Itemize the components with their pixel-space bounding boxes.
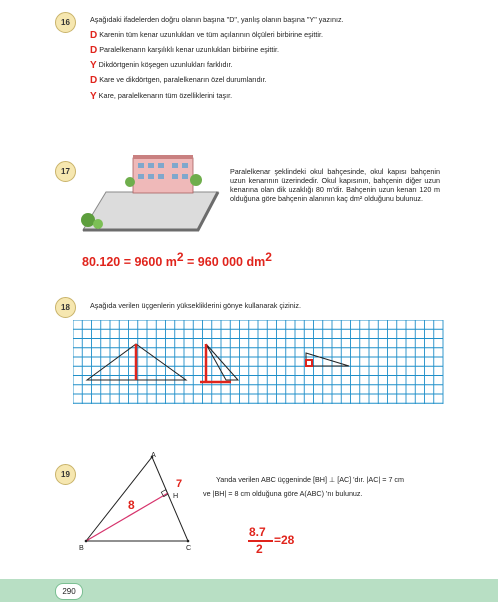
- q16-item: [90, 30, 323, 39]
- item-text: Kare, paralelkenarın tüm özelliklerini taşır.: [98, 91, 233, 100]
- q19-answer-result: =28: [274, 533, 295, 547]
- answer-mark: Y: [90, 91, 97, 102]
- item-text: Kare ve dikdörtgen, paralelkenarın özel durumlarıdır.: [99, 75, 267, 84]
- q16-instruction: Aşağıdaki ifadelerden doğru olanın başına "D", yanlış olanın başına "Y" yazınız.: [90, 15, 344, 24]
- answer-mark: D: [90, 30, 98, 41]
- answer-exponent: 2: [265, 250, 272, 264]
- red-label-7: 7: [176, 478, 183, 490]
- q17-text: Paralelkenar şeklindeki okul bahçesinde, okul kapısı bahçenin uzun kenarının üzerindedir. Okul kapısının, bahçenin diğer uzun kenarına olan dik uzaklığı 80 m'dir. Bahçenin uzun kenarı 120 m olduğuna göre bahçenin alanının kaç dm² olduğunu bulunuz.: [230, 167, 440, 203]
- question-number-17: [55, 161, 76, 182]
- answer-mark: D: [90, 75, 98, 86]
- label-h: H: [173, 491, 179, 500]
- q16-item: [90, 45, 279, 54]
- q19-answer-denominator: 2: [256, 542, 263, 556]
- q16-item: [90, 60, 233, 69]
- school-yard-illustration: [78, 150, 223, 235]
- label-c: C: [186, 543, 192, 552]
- red-label-8: 8: [128, 498, 135, 512]
- question-number-19: [55, 464, 76, 485]
- question-number-18: [55, 297, 76, 318]
- question-number-text: 18: [61, 303, 70, 312]
- answer-part: 80.120 = 9600 m: [82, 255, 177, 270]
- q18-instruction: Aşağıda verilen üçgenlerin yüksekliklerini gönye kullanarak çiziniz.: [90, 301, 301, 310]
- page-number-text: 290: [62, 587, 76, 596]
- item-text: Dikdörtgenin köşegen uzunlukları farklıdır.: [98, 60, 233, 69]
- question-number-text: 17: [61, 167, 70, 176]
- answer-part: = 960 000 dm: [183, 255, 266, 270]
- q19-answer-numerator: 8.7: [249, 525, 266, 539]
- question-number-text: 19: [61, 470, 70, 479]
- grid-with-triangles: [73, 320, 445, 405]
- q16-item: [90, 91, 232, 100]
- item-text: Paralelkenarın karşılıklı kenar uzunlukları birbirine eşittir.: [99, 45, 279, 54]
- question-number-16: [55, 12, 76, 33]
- q17-answer: [82, 250, 272, 269]
- label-a: A: [151, 450, 156, 459]
- item-text: Karenin tüm kenar uzunlukları ve tüm açılarının ölçüleri birbirine eşittir.: [99, 30, 323, 39]
- question-number-text: 16: [61, 18, 70, 27]
- q19-text-line2: ve |BH| = 8 cm olduğuna göre A(ABC) 'nı bulunuz.: [203, 489, 363, 498]
- triangle-abc-figure: [78, 448, 198, 553]
- answer-mark: D: [90, 45, 98, 56]
- q19-text-line1: Yanda verilen ABC üçgeninde [BH] ⊥ [AC] 'dır. |AC| = 7 cm: [216, 475, 405, 484]
- label-b: B: [79, 543, 84, 552]
- answer-exponent: 2: [176, 250, 184, 264]
- page-number: [55, 583, 83, 600]
- q16-item: [90, 75, 267, 84]
- answer-mark: Y: [90, 60, 97, 71]
